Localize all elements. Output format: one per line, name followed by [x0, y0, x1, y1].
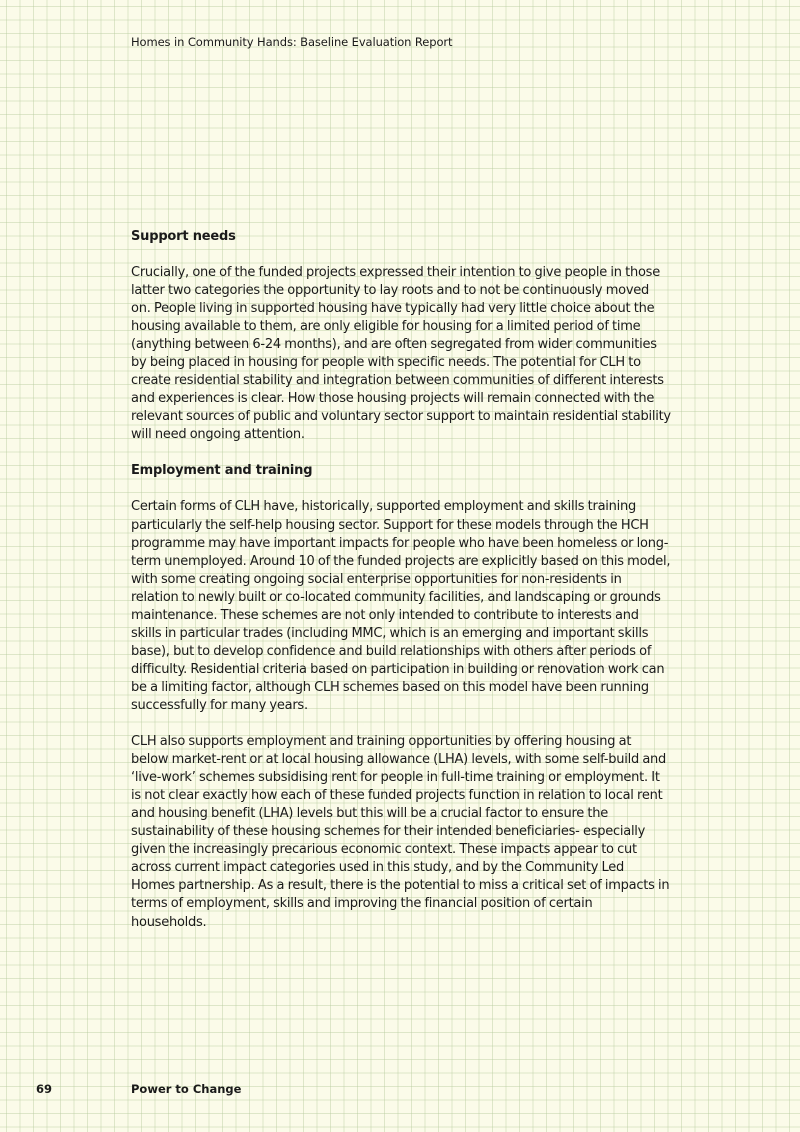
- running-header: Homes in Community Hands: Baseline Evaluation Report: [131, 35, 453, 49]
- body-paragraph: Crucially, one of the funded projects expressed their intention to give people in those latter two categories the opportunity to lay roots and to not be continuously moved on. People living in supported housing have typically had very little choice about the housing available to them, are only eligible for housing for a limited period of time (anything between 6-24 months), and are often segregated from wider communities by being placed in housing for people with specific needs. The potential for CLH to create residential stability and integration between communities of different interests and experiences is clear. How those housing projects will remain connected with the relevant sources of public and voluntary sector support to maintain residential stability will need ongoing attention.: [131, 265, 671, 443]
- section-heading: Employment and training: [131, 463, 313, 479]
- page-number: 69: [36, 1082, 53, 1096]
- report-body: [131, 228, 671, 950]
- body-paragraph: Certain forms of CLH have, historically, supported employment and skills training particularly the self-help housing sector. Support for these models through the HCH programme may have important impacts for people who have been homeless or long-term unemployed. Around 10 of the funded projects are explicitly based on this model, with some creating ongoing social enterprise opportunities for non-residents in relation to newly built or co-located community facilities, and landscaping or grounds maintenance. These schemes are not only intended to contribute to interests and skills in particular trades (including MMC, which is an emerging and important skills base), but to develop confidence and build relationships with others after periods of difficulty. Residential criteria based on participation in building or renovation work can be a limiting factor, although CLH schemes based on this model have been running successfully for many years.: [131, 499, 671, 713]
- footer-brand: Power to Change: [131, 1082, 242, 1096]
- section-employment-and-training: [131, 462, 671, 931]
- section-heading: Support needs: [131, 229, 236, 244]
- section-support-needs: [131, 228, 671, 444]
- body-paragraph: CLH also supports employment and training opportunities by offering housing at below market-rent or at local housing allowance (LHA) levels, with some self-build and ‘live-work’ schemes subsidising rent for people in full-time training or employment. It is not clear exactly how each of these funded projects function in relation to local rent and housing benefit (LHA) levels but this will be a crucial factor to ensure the sustainability of these housing schemes for their intended beneficiaries- especially given the increasingly precarious economic context. These impacts appear to cut across current impact categories used in this study, and by the Community Led Homes partnership. As a result, there is the potential to miss a critical set of impacts in terms of employment, skills and improving the financial position of certain households.: [131, 734, 670, 930]
